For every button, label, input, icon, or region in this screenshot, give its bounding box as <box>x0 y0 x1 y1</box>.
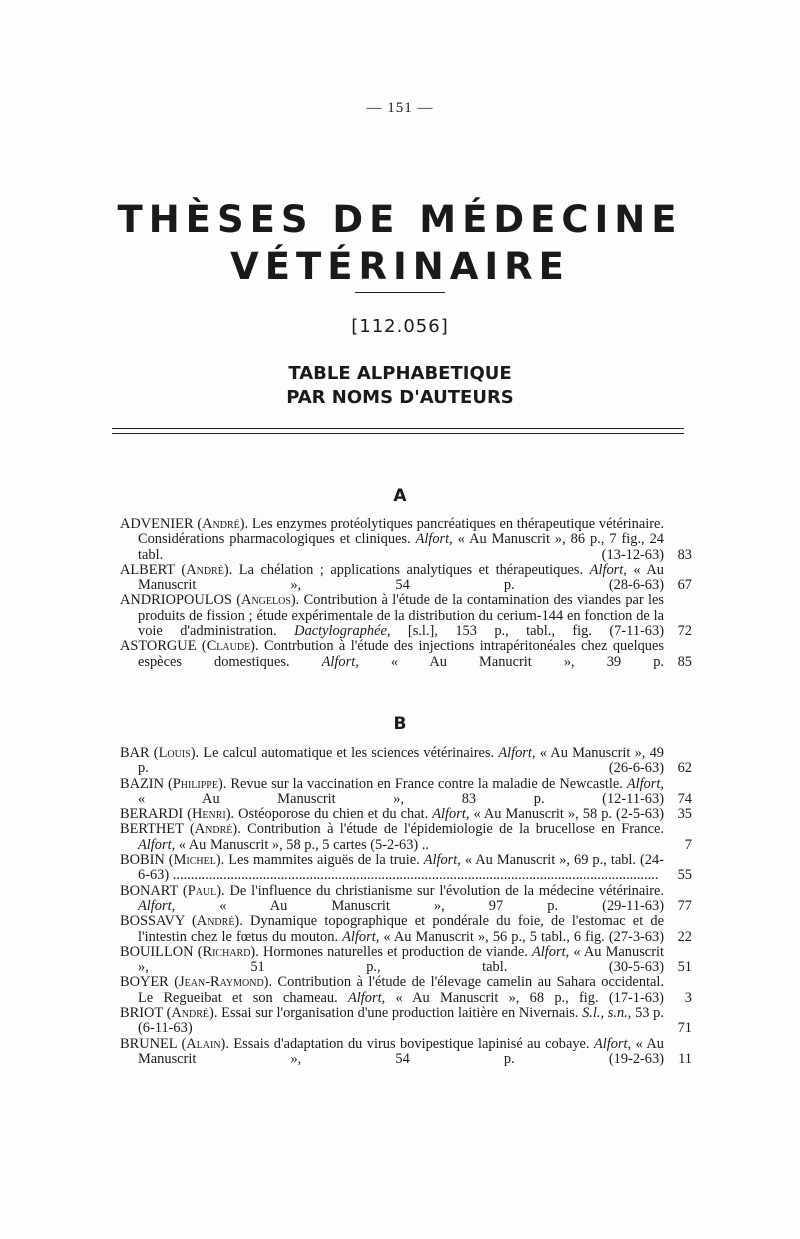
entry-publisher: Alfort, <box>138 897 176 914</box>
author-first-name: (André). <box>166 1006 218 1022</box>
author-first-name: (Claude). <box>201 639 259 655</box>
entry-details: « Au Manuscrit », 97 p. (29-11-63) ..... <box>138 898 664 914</box>
entry-page: 55 <box>677 867 692 884</box>
author-first-name: (André). <box>181 562 233 578</box>
entry-page: 51 <box>677 959 692 976</box>
entry-page: 77 <box>677 897 692 914</box>
entry-publisher: Alfort, <box>432 807 470 823</box>
author-first-name: (Paul). <box>182 883 225 899</box>
author-name: BERTHET <box>120 821 184 838</box>
entry <box>120 822 692 853</box>
entry-page: 85 <box>677 653 692 670</box>
author-first-name: (Philippe). <box>167 776 227 792</box>
entry-title: Revue sur la vaccination en France contre la maladie de Newcastle. <box>226 776 627 792</box>
entry-details: « Au Manuscrit », 58 p., 5 cartes (5-2-63) .. <box>175 836 429 853</box>
entry <box>120 593 692 639</box>
entry-title: Dynamique topographique et pondérale du foie, de l'estomac et de l'intestin chez le fœtus du mouton. <box>138 914 664 945</box>
entry-page: 72 <box>677 623 692 640</box>
entry <box>120 563 692 594</box>
entry-details: 53 p. (6-11-63) ..... <box>138 1006 664 1037</box>
short-divider <box>355 292 445 293</box>
author-first-name: (Jean-Raymond). <box>174 975 273 991</box>
entry-title: Le calcul automatique et les sciences vétérinaires. <box>199 746 499 761</box>
entry-details: « Au Manuscrit », 49 p. (26-6-63) ..... <box>138 746 664 777</box>
entry-publisher: Alfort, <box>138 836 176 853</box>
entry <box>120 639 692 670</box>
entry-page: 3 <box>684 989 692 1006</box>
author-first-name: (Richard). <box>197 944 259 960</box>
entry-title: La chélation ; applications analytiques et thérapeutiques. <box>232 562 590 578</box>
author-name: BERARDI <box>120 807 184 823</box>
classification-code: [112.056] <box>351 316 449 337</box>
entry-title: Essai sur l'organisation d'une production laitière en Nivernais. <box>217 1006 583 1022</box>
subtitle-line-2: PAR NOMS D'AUTEURS <box>286 387 514 408</box>
entry-publisher: Alfort, <box>423 853 461 869</box>
author-name: BOUILLON <box>120 944 194 960</box>
author-first-name: (Louis). <box>153 746 200 761</box>
entry-publisher: Alfort, <box>589 562 627 578</box>
author-first-name: (Alain). <box>181 1036 229 1052</box>
entry-page: 71 <box>677 1020 692 1037</box>
entry-page: 62 <box>677 760 692 777</box>
entry-publisher: Dactylographée, <box>294 623 391 640</box>
entry <box>120 975 692 1006</box>
entry-publisher: Alfort, <box>532 944 570 960</box>
entry-page: 7 <box>684 836 692 853</box>
entry-details: « Au Manuscrit », 68 p., fig. (17-1-63) ..... <box>138 990 664 1006</box>
entry-publisher: S.l., s.n., <box>582 1006 632 1022</box>
entry-details: [s.l.], 153 p., tabl., fig. (7-11-63) ..... <box>138 623 664 639</box>
entry-publisher: Alfort, <box>321 653 359 670</box>
entry-title: Contribution à l'étude de l'épidemiologie de la brucellose en France. <box>240 821 664 838</box>
entry-title: Ostéoporose du chien et du chat. <box>234 807 433 823</box>
author-first-name: (Michel). <box>168 853 225 869</box>
author-name: ALBERT <box>120 562 175 578</box>
entry <box>120 746 692 777</box>
entry <box>120 1006 692 1037</box>
entry <box>120 777 692 808</box>
author-name: BOBIN <box>120 853 165 869</box>
entry-details: « Au Manuscrit », 51 p., tabl. (30-5-63) ..... <box>138 945 664 976</box>
author-name: BAZIN <box>120 776 164 792</box>
entry <box>120 945 692 976</box>
entry <box>120 914 692 945</box>
subtitle-line-1: TABLE ALPHABETIQUE <box>288 363 512 384</box>
author-name: ANDRIOPOULOS <box>120 593 232 609</box>
page-number: — 151 — <box>366 100 434 116</box>
entry-page: 11 <box>678 1050 692 1067</box>
entry-details: « Au Manucrit », 39 p. ..... <box>138 654 664 670</box>
author-first-name: (André). <box>190 821 241 838</box>
entry-title: Contribution à l'étude de l'élevage camelin au Sahara occidental. Le Regueibat et son chameau. <box>138 975 664 1006</box>
author-name: BONART <box>120 883 179 899</box>
entry-details: « Au Manuscrit », 58 p. (2-5-63) ..... <box>138 807 664 822</box>
author-name: BAR <box>120 746 150 761</box>
entry-details: « Au Manuscrit », 54 p. (28-6-63) ..... <box>138 563 664 594</box>
entry-title: Essais d'adaptation du virus bovipestique lapinisé au cobaye. <box>228 1036 594 1052</box>
section-b-entries <box>120 746 692 1067</box>
entry-details: « Au Manuscrit », 56 p., 5 tabl., 6 fig. (27-3-63) ..... <box>138 929 664 945</box>
entry <box>120 1037 692 1068</box>
entry <box>120 884 692 915</box>
author-name: BOYER <box>120 975 169 991</box>
entry-page: 83 <box>677 546 692 563</box>
entry-publisher: Alfort, <box>415 531 453 548</box>
entry-page: 22 <box>677 928 692 945</box>
entry <box>120 807 692 822</box>
section-a-entries <box>120 517 692 670</box>
author-first-name: (André). <box>192 914 243 930</box>
author-name: BRIOT <box>120 1006 163 1022</box>
entry-page: 67 <box>677 577 692 594</box>
entry-title: Les mammites aiguës de la truie. <box>224 853 424 869</box>
entry-title: Hormones naturelles et production de viande. <box>258 944 533 960</box>
author-name: BRUNEL <box>120 1036 178 1052</box>
entry-publisher: Alfort, <box>342 928 380 945</box>
author-name: BOSSAVY <box>120 914 185 930</box>
entry-page: 35 <box>677 807 692 823</box>
entry-publisher: Alfort, <box>347 989 386 1006</box>
author-name: ASTORGUE <box>120 639 197 655</box>
entry-publisher: Alfort, <box>498 746 536 761</box>
entry-page: 74 <box>677 790 692 807</box>
entry <box>120 517 692 563</box>
entry-title: Contribution à l'étude de la contamination des viandes par les produits de fission ; étude expérimentale de la distribution du cerium-144 en fonction de la voie d'administration. <box>138 593 664 640</box>
title-line-1: THÈSES DE MÉDECINE <box>117 198 683 241</box>
double-divider <box>112 428 684 434</box>
entry-title: Les enzymes protéolytiques pancréatiques en thérapeutique vétérinaire. Considérations pharmacologiques et cliniques. <box>138 517 664 548</box>
entry-details: « Au Manuscrit », 69 p., tabl. (24-6-63) ..... <box>138 853 664 883</box>
author-name: ADVENIER <box>120 517 194 532</box>
title-line-2: VÉTÉRINAIRE <box>230 245 570 288</box>
entry <box>120 853 692 884</box>
entry-details: « Au Manuscrit », 54 p. (19-2-63) ..... <box>138 1037 664 1068</box>
entry-publisher: Alfort, <box>626 776 665 792</box>
author-first-name: (Angelos). <box>236 593 300 609</box>
author-first-name: (André). <box>197 517 249 532</box>
section-letter-b: B <box>393 714 407 734</box>
entry-details: « Au Manuscrit », 86 p., 7 fig., 24 tabl. (13-12-63) ..... <box>138 531 664 563</box>
entry-title: De l'influence du christianisme sur l'évolution de la médecine vétérinaire. <box>224 883 664 899</box>
entry-details: « Au Manuscrit », 83 p. (12-11-63) ..... <box>138 791 664 807</box>
author-first-name: (Henri). <box>187 807 235 823</box>
section-letter-a: A <box>393 486 407 506</box>
entry-title: Contrbution à l'étude des injections intrapéritonéales chez quelques espèces domestiques. <box>138 639 664 670</box>
entry-publisher: Alfort, <box>593 1036 632 1052</box>
